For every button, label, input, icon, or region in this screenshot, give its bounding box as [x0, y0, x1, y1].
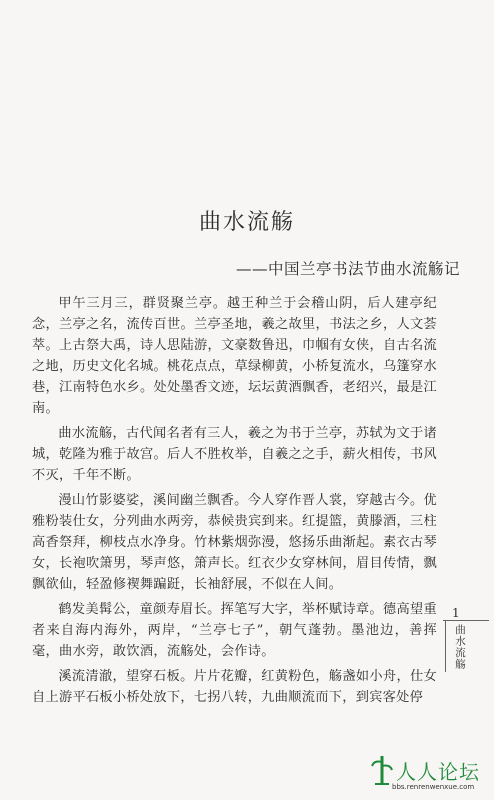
chapter-subtitle: ——中国兰亭书法节曲水流觞记: [235, 260, 460, 278]
paragraph: 溪流清澈，望穿石板。片片花瓣，红黄粉色，觞盏如小舟，仕女自上游平石板小桥处放下，七拐八转，九曲顺流而下，到宾客处停: [32, 669, 437, 705]
body-text: [32, 293, 437, 712]
side-tab-label: 曲水流觞: [454, 624, 466, 670]
paragraph: 甲午三月三，群贤聚兰亭。越王种兰于会稽山阴，后人建亭纪念，兰亭之名，流传百世。兰亭圣地，羲之故里，书法之乡，人文荟萃。上古祭大禹，诗人思陆游，文豪数鲁迅，巾帼有女侠，自古名流之地，历史文化名城。桃花点点，草绿柳黄，小桥复流水，乌篷穿水巷，江南特色水乡。处处墨香文迹，坛坛黄酒飘香，老绍兴，最是江南。: [32, 296, 437, 416]
divider: [443, 620, 489, 621]
watermark-logo: [370, 748, 490, 796]
chapter-title: 曲水流觞: [198, 210, 295, 235]
paragraph: 漫山竹影婆娑，溪间幽兰飘香。今人穿作晋人裳，穿越古今。优雅粉装仕女，分列曲水两旁，恭候贵宾到来。红提篮，黄滕酒，三柱高香祭拜，柳枝点水净身。竹林紫烟弥漫，悠扬乐曲渐起。素衣古琴女，长袍吹箫男，琴声悠，箫声长。红衣少女穿林间，眉目传情，飘飘欲仙，轻盈修褉舞蹁跹，长袖舒展，不似在人间。: [32, 493, 437, 592]
paragraph: 曲水流觞，古代闻名者有三人，羲之为书于兰亭，苏轼为文于诸城，乾隆为雅于故宫。后人不胜枚举，自羲之之手，薪火相传，书风不灭，千年不断。: [32, 426, 437, 483]
bamboo-logo-icon: [370, 754, 394, 786]
paragraph: 鹤发美髯公，童颜寿眉长。挥笔写大字，举杯赋诗章。德高望重者来自海内海外，两岸，“兰亭七子”，朝气蓬勃。墨池边，善挥毫，曲水旁，敢饮酒，流觞处，会作诗。: [32, 602, 437, 659]
watermark-url: bbs.renrenwenxue.com: [392, 783, 475, 791]
divider-vertical: [445, 620, 446, 672]
page-section-number: 1: [452, 606, 460, 620]
watermark-name: 人人论坛: [396, 760, 480, 784]
side-tab: [443, 606, 489, 676]
